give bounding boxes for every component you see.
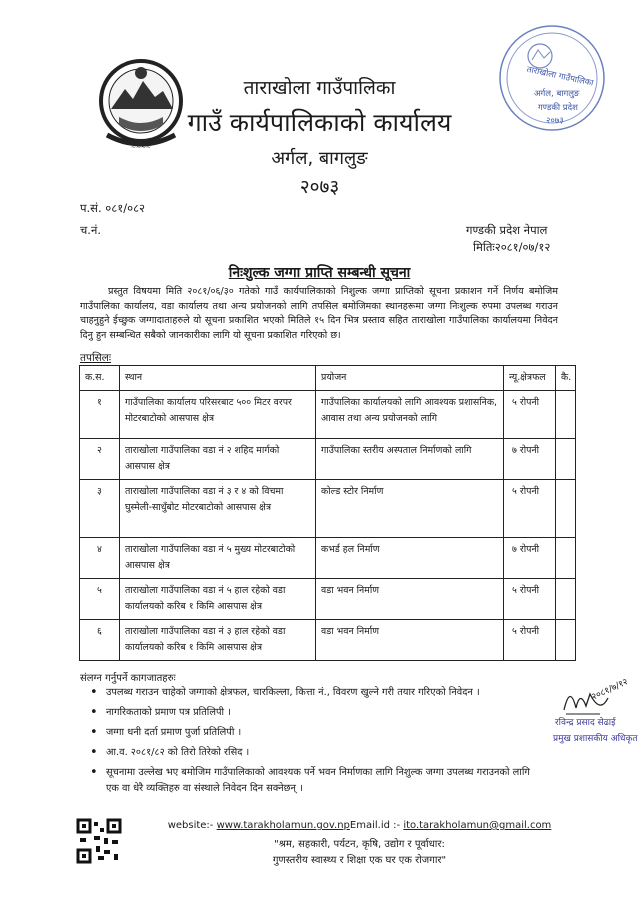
cell-location: गाउँपालिका कार्यालय परिसरबाट ५०० मिटर वरपर मोटरबाटोको आसपास क्षेत्र xyxy=(120,391,316,439)
header-location: स्थान xyxy=(120,366,316,391)
website-link[interactable]: www.tarakholamun.gov.np xyxy=(216,820,350,831)
seal-line1: ताराखोला गाउँपालिका xyxy=(525,64,595,89)
cell-purpose: गाउँपालिका स्तरीय अस्पताल निर्माणको लागि xyxy=(316,439,504,480)
signatory-name: रविन्द्र प्रसाद सेढाई xyxy=(555,718,616,728)
table-label: तपसिलः xyxy=(80,352,112,364)
header-remarks: कै. xyxy=(556,366,576,391)
cell-area: ५ रोपनी xyxy=(504,480,556,538)
table-row xyxy=(80,579,576,620)
table-header-row xyxy=(80,366,576,391)
table-row xyxy=(80,538,576,579)
seal-line2: अर्गल, बागलुङ xyxy=(534,89,580,99)
land-details-table xyxy=(79,365,576,661)
attachments-list xyxy=(82,685,542,801)
table-row xyxy=(80,391,576,439)
letter-ref-number: प.सं. ०८१/०८२ xyxy=(80,201,146,215)
cell-purpose: वडा भवन निर्माण xyxy=(316,620,504,661)
cell-sn: ६ xyxy=(80,620,120,661)
signature-date: २०८१/७/१२ xyxy=(590,677,630,703)
list-item: • सूचनामा उल्लेख भए बमोजिम गाउँपालिकाको आवश्यक पर्ने भवन निर्माणका लागि निशुल्क जग्गा उपलब्ध गराउनको लागि एक वा धेरै व्यक्तिहरु वा संस्थाले निवेदन दिन सक्नेछन् । xyxy=(82,765,542,797)
website-label: website:- xyxy=(167,820,214,831)
cell-purpose: गाउँपालिका कार्यालयको लागि आवश्यक प्रशासनिक, आवास तथा अन्य प्रयोजनको लागि xyxy=(316,391,504,439)
signatory-title: प्रमुख प्रशासकीय अधिकृत xyxy=(553,734,638,744)
table-row xyxy=(80,480,576,538)
cell-sn: ३ xyxy=(80,480,120,538)
cell-remarks xyxy=(556,391,576,439)
cell-area: ७ रोपनी xyxy=(504,538,556,579)
cell-purpose: वडा भवन निर्माण xyxy=(316,579,504,620)
list-item: • उपलब्ध गराउन चाहेको जग्गाको क्षेत्रफल, चारकिल्ला, कित्ता नं., विवरण खुल्ने गरी तयार गरिएको निवेदन । xyxy=(82,685,536,701)
cell-location: ताराखोला गाउँपालिका वडा नं ३ हाल रहेको वडा कार्यालयको करिब १ किमि आसपास क्षेत्र xyxy=(120,620,316,661)
email-link[interactable]: ito.tarakholamun@gmail.com xyxy=(403,820,552,831)
footer-slogan-line2: गुणस्तरीय स्वास्थ्य र शिक्षा एक घर एक रोजगार" xyxy=(272,855,447,866)
header-purpose: प्रयोजन xyxy=(316,366,504,391)
cell-area: ५ रोपनी xyxy=(504,579,556,620)
established-year: २०७३ xyxy=(299,176,340,198)
seal-line4: २०७३ xyxy=(546,116,564,126)
attachments-heading: संलग्न गर्नुपर्ने कागजातहरुः xyxy=(80,673,176,684)
list-item: • नागरिकताको प्रमाण पत्र प्रतिलिपी । xyxy=(82,705,542,721)
cell-area: ७ रोपनी xyxy=(504,439,556,480)
cell-remarks xyxy=(556,439,576,480)
cell-purpose: कोल्ड स्टोर निर्माण xyxy=(316,480,504,538)
office-location: अर्गल, बागलुङ xyxy=(271,148,368,169)
province-name: गण्डकी प्रदेश नेपाल xyxy=(466,223,548,237)
cell-location: ताराखोला गाउँपालिका वडा नं ५ हाल रहेको वडा कार्यालयको करिब १ किमि आसपास क्षेत्र xyxy=(120,579,316,620)
letter-date: मितिः२०८१/०७/१२ xyxy=(473,240,551,254)
table-row xyxy=(80,439,576,480)
cell-location: ताराखोला गाउँपालिका वडा नं ५ मुख्य मोटरबाटोको आसपास क्षेत्र xyxy=(120,538,316,579)
office-seal xyxy=(496,22,608,134)
cell-sn: ५ xyxy=(80,579,120,620)
cell-sn: १ xyxy=(80,391,120,439)
cell-remarks xyxy=(556,579,576,620)
header-sn: क.स. xyxy=(80,366,120,391)
cell-location: ताराखोला गाउँपालिका वडा नं ३ र ४ को विचमा घुस्मेली-साधुँबोट मोटरबाटोको आसपास क्षेत्र xyxy=(120,480,316,538)
cell-sn: ४ xyxy=(80,538,120,579)
cell-remarks xyxy=(556,480,576,538)
municipality-name: ताराखोला गाउँपालिका xyxy=(243,77,396,99)
svg-text:~~~~: ~~~~ xyxy=(130,144,152,151)
cell-sn: २ xyxy=(80,439,120,480)
footer-slogan-line1: "श्रम, सहकारी, पर्यटन, कृषि, उद्योग र पूर्वाधार: xyxy=(274,839,445,850)
notice-body: प्रस्तुत विषयमा मिति २०८१/०६/३० गतेको गाउँ कार्यपालिकाको निशुल्क जग्गा प्राप्तिको सूचना प्रकाशन गर्ने निर्णय बमोजिम गाउँपालिका कार्यालय, वडा कार्यालय तथा अन्य प्रयोजनको लागि तपसिल बमोजिमका स्थानहरूमा जग्गा निःशुल्क रुपमा उपलब्ध गराउन चाहनुहुने ईच्छुक जग्गादाताहरुले यो सूचना प्रकाशित भएको मितिले १५ दिन भित्र प्रस्ताव सहित ताराखोला गाउँपालिका कार्यालयमा निवेदन दिनु हुन सम्बन्धित सबैको जानकारीका लागि यो सूचना प्रकाशित गरिएको छ। xyxy=(80,286,558,341)
cell-area: ५ रोपनी xyxy=(504,620,556,661)
footer-contact xyxy=(40,820,639,831)
cell-purpose: कभर्ड हल निर्माण xyxy=(316,538,504,579)
notice-subject: निःशुल्क जग्गा प्राप्ति सम्बन्धी सूचना xyxy=(228,265,411,281)
cell-remarks xyxy=(556,538,576,579)
cell-remarks xyxy=(556,620,576,661)
office-name: गाउँ कार्यपालिकाको कार्यालय xyxy=(187,108,452,137)
dispatch-number: च.नं. xyxy=(80,223,101,237)
seal-line3: गण्डकी प्रदेश xyxy=(538,103,578,113)
email-label: Email.id :- xyxy=(349,820,401,831)
list-item: • जग्गा धनी दर्ता प्रमाण पुर्जा प्रतिलिपी । xyxy=(82,725,542,741)
cell-area: ५ रोपनी xyxy=(504,391,556,439)
list-item: • आ.व. २०८१/८२ को तिरो तिरेको रसिद । xyxy=(82,745,542,761)
header-area: न्यू.क्षेत्रफल xyxy=(504,366,556,391)
cell-location: ताराखोला गाउँपालिका वडा नं २ शहिद मार्गको आसपास क्षेत्र xyxy=(120,439,316,480)
table-row xyxy=(80,620,576,661)
